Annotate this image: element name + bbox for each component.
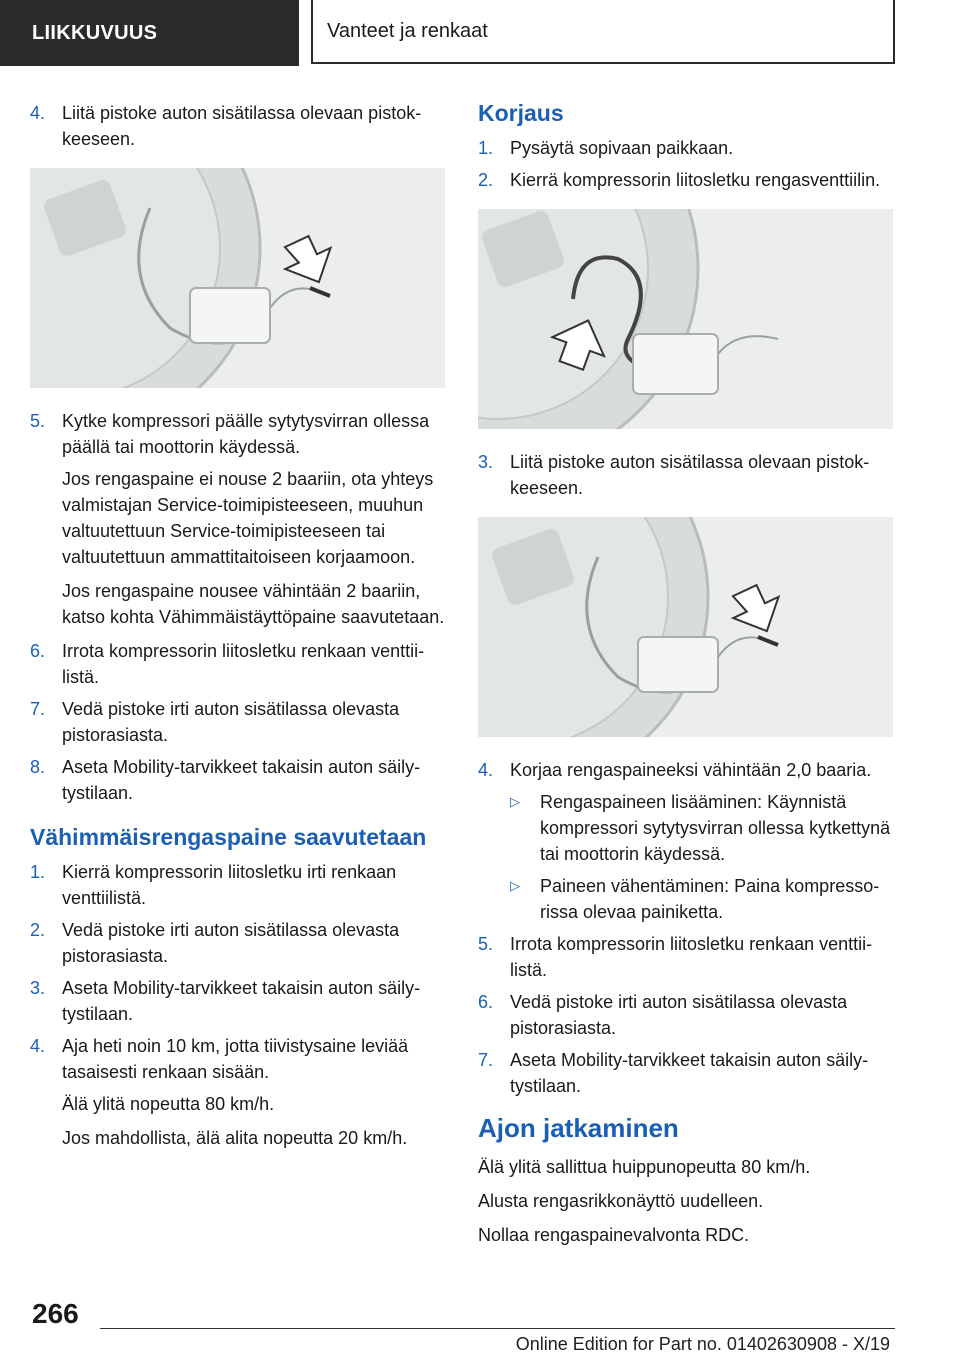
step-list [478, 931, 893, 1099]
step-list [30, 859, 445, 1085]
step-text: Liitä pistoke auton sisätilassa olevaan pistokkeeseen. [510, 452, 870, 498]
bullet-text: Paineen vähentäminen: Paina kompressorissa olevaa painiketta. [540, 876, 880, 922]
step-number: 6. [478, 992, 494, 1012]
step-number: 7. [478, 1050, 494, 1070]
step-list [30, 408, 445, 460]
step-number: 1. [478, 138, 494, 158]
step-item [478, 1047, 893, 1099]
bullet-item [510, 789, 893, 867]
bullet-list [510, 789, 893, 925]
step-text: Kierrä kompressorin liitosletku irti renkaan venttiilistä. [62, 862, 397, 908]
step-number: 5. [478, 934, 494, 954]
step-item [30, 408, 445, 460]
footer-divider [100, 1328, 895, 1329]
step-text: Kytke kompressori päälle sytytysvirran ollessa päällä tai moottorin käydessä. [62, 411, 430, 457]
step-number: 8. [30, 757, 46, 777]
step-text: Irrota kompressorin liitosletku renkaan venttiilistä. [510, 934, 873, 980]
step-text: Vedä pistoke irti auton sisätilassa olevasta pistorasiasta. [62, 920, 400, 966]
step-number: 5. [30, 411, 46, 431]
triangle-bullet-icon: ▷ [510, 878, 520, 893]
step-item [30, 696, 445, 748]
step-item [30, 1033, 445, 1085]
heading-korjaus: Korjaus [478, 100, 564, 126]
section-tab: LIIKKUVUUS [0, 0, 299, 66]
step-item [30, 100, 445, 152]
step-text: Aseta Mobility-tarvikkeet takaisin auton säilytystilaan. [62, 978, 421, 1024]
chapter-tab: Vanteet ja renkaat [311, 0, 895, 64]
bullet-item [510, 873, 893, 925]
paragraph: Älä ylitä sallittua huippunopeutta 80 km/h. [478, 1157, 811, 1177]
paragraph: Alusta rengasrikkonäyttö uudelleen. [478, 1191, 764, 1211]
step-list [30, 100, 445, 152]
step-item [30, 638, 445, 690]
step-item [30, 975, 445, 1027]
figure-valve-hose [478, 209, 893, 429]
page-number: 266 [32, 1298, 79, 1329]
step-number: 2. [478, 170, 494, 190]
figure-compressor-plug [30, 168, 445, 388]
paragraph-list [478, 1154, 893, 1248]
heading-minimum-pressure: Vähimmäisrengaspaine saavutetaan [30, 824, 427, 850]
speed-note-1: Älä ylitä nopeutta 80 km/h. [62, 1094, 275, 1114]
step-item [478, 757, 893, 783]
step-text: Aseta Mobility-tarvikkeet takaisin auton säilytystilaan. [510, 1050, 869, 1096]
step-item [478, 989, 893, 1041]
step-text: Aja heti noin 10 km, jotta tiivistysaine leviää tasaisesti renkaan sisään. [62, 1036, 409, 1082]
step-number: 3. [478, 452, 494, 472]
heading-continue-driving: Ajon jatkaminen [478, 1113, 679, 1143]
left-column [30, 100, 445, 1159]
step-number: 4. [30, 1036, 46, 1056]
step-number: 7. [30, 699, 46, 719]
step-item [30, 859, 445, 911]
step-item [30, 917, 445, 969]
step-text: Aseta Mobility-tarvikkeet takaisin auton säilytystilaan. [62, 757, 421, 803]
step-text: Liitä pistoke auton sisätilassa olevaan pistokkeeseen. [62, 103, 422, 149]
step-text: Irrota kompressorin liitosletku renkaan venttiilistä. [62, 641, 425, 687]
step-text: Pysäytä sopivaan paikkaan. [510, 138, 734, 158]
step-text: Kierrä kompressorin liitosletku rengasventtiilin. [510, 170, 881, 190]
step5-note-2: Jos rengaspaine nousee vähintään 2 baariin, katso kohta Vähimmäistäyttöpaine saavutetaan. [62, 581, 445, 627]
step-item [478, 135, 893, 161]
step-number: 1. [30, 862, 46, 882]
page-header [0, 0, 960, 66]
step-item [478, 449, 893, 501]
footer-edition: Online Edition for Part no. 01402630908 - X/19 [515, 1334, 890, 1354]
step-list [478, 449, 893, 501]
step-number: 4. [30, 103, 46, 123]
step-number: 4. [478, 760, 494, 780]
step-item [478, 931, 893, 983]
paragraph: Nollaa rengaspainevalvonta RDC. [478, 1225, 750, 1245]
bullet-text: Rengaspaineen lisääminen: Käynnistä kompressori sytytysvirran ollessa kytkettynä tai moottorin käydessä. [540, 792, 891, 864]
step-text: Vedä pistoke irti auton sisätilassa olevasta pistorasiasta. [510, 992, 848, 1038]
step-text: Vedä pistoke irti auton sisätilassa olevasta pistorasiasta. [62, 699, 400, 745]
step-item [478, 167, 893, 193]
step-item [30, 754, 445, 806]
figure-compressor-plug-2 [478, 517, 893, 737]
step-text: Korjaa rengaspaineeksi vähintään 2,0 baaria. [510, 760, 872, 780]
step-number: 3. [30, 978, 46, 998]
step-number: 6. [30, 641, 46, 661]
step-list [30, 638, 445, 806]
right-column [478, 100, 893, 1256]
step-list [478, 135, 893, 193]
speed-note-2: Jos mahdollista, älä alita nopeutta 20 km/h. [62, 1128, 408, 1148]
triangle-bullet-icon: ▷ [510, 794, 520, 809]
step5-note-1: Jos rengaspaine ei nouse 2 baariin, ota yhteys valmistajan Service-toimipisteeseen, muuhun valtuutettuun Service-toimipisteeseen tai valtuutettuun ammattitaitoiseen korjaamoon. [62, 469, 434, 567]
step-number: 2. [30, 920, 46, 940]
